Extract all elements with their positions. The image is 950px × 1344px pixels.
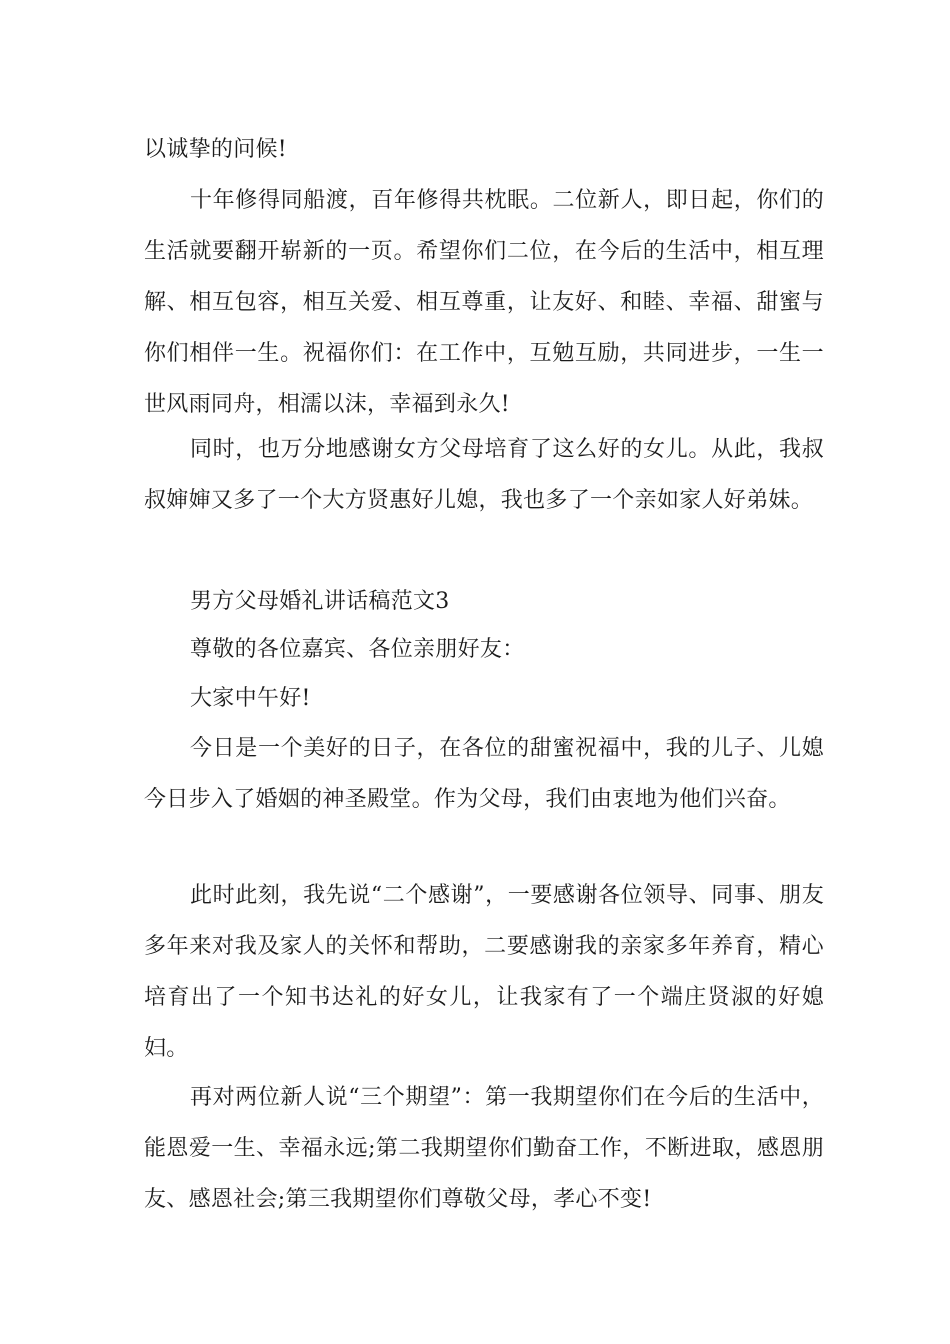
paragraph-three-hopes: 再对两位新人说“三个期望”：第一我期望你们在今后的生活中，能恩爱一生、幸福永远;第二我期望你们勤奋工作，不断进取，感恩朋友、感恩社会;第三我期望你们尊敬父母，孝心不变!	[144, 1085, 824, 1212]
paragraph-today: 今日是一个美好的日子，在各位的甜蜜祝福中，我的儿子、儿媳今日步入了婚姻的神圣殿堂。作为父母，我们由衷地为他们兴奋。	[144, 736, 824, 812]
paragraph-greeting-end: 以诚挚的问候!	[144, 137, 287, 162]
paragraph-thanks-parents: 同时，也万分地感谢女方父母培育了这么好的女儿。从此，我叔叔婶婶又多了一个大方贤惠好儿媳，我也多了一个亲如家人好弟妹。	[144, 437, 824, 513]
paragraph-good-afternoon: 大家中午好!	[190, 686, 311, 711]
paragraph-salutation: 尊敬的各位嘉宾、各位亲朋好友：	[190, 637, 525, 662]
paragraph-blessing: 十年修得同船渡，百年修得共枕眠。二位新人，即日起，你们的生活就要翻开崭新的一页。希望你们二位，在今后的生活中，相互理解、相互包容，相互关爱、相互尊重，让友好、和睦、幸福、甜蜜与你们相伴一生。祝福你们：在工作中，互勉互励，共同进步，一生一世风雨同舟，相濡以沫，幸福到永久!	[144, 188, 824, 417]
paragraph-two-thanks: 此时此刻，我先说“二个感谢”，一要感谢各位领导、同事、朋友多年来对我及家人的关怀和帮助，二要感谢我的亲家多年养育，精心培育出了一个知书达礼的好女儿，让我家有了一个端庄贤淑的好媳妇。	[144, 883, 824, 1061]
section-heading: 男方父母婚礼讲话稿范文3	[190, 589, 450, 614]
